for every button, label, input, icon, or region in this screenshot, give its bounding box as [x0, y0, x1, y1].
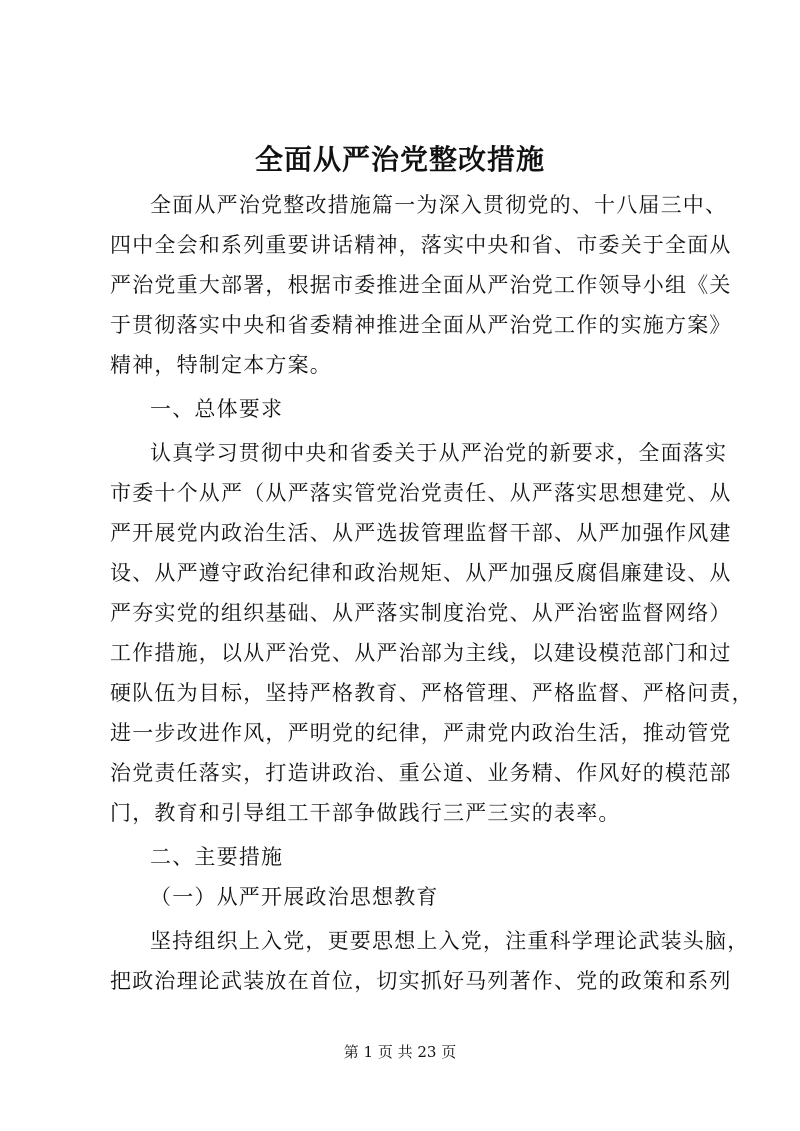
body-line: 硬队伍为目标，坚持严格教育、严格管理、严格监督、严格问责，: [110, 681, 754, 705]
body-line: 坚持组织上入党，更要思想上入党，注重科学理论武装头脑，: [150, 929, 750, 953]
body-line: 工作措施，以从严治党、从严治部为主线，以建设模范部门和过: [110, 641, 732, 665]
body-line: 治党责任落实，打造讲政治、重公道、业务精、作风好的模范部: [110, 761, 732, 785]
body-line: 把政治理论武装放在首位，切实抓好马列著作、党的政策和系列: [110, 969, 732, 993]
body-line: 设、从严遵守政治纪律和政治规矩、从严加强反腐倡廉建设、从: [110, 561, 732, 585]
body-line: 于贯彻落实中央和省委精神推进全面从严治党工作的实施方案》: [110, 313, 732, 337]
body-line: 严治党重大部署，根据市委推进全面从严治党工作领导小组《关: [110, 273, 732, 297]
body-line: 全面从严治党整改措施篇一为深入贯彻党的、十八届三中、: [150, 193, 728, 217]
body-line: 严开展党内政治生活、从严选拔管理监督干部、从严加强作风建: [110, 521, 732, 545]
section-heading: 二、主要措施: [150, 845, 284, 869]
subsection-heading: （一）从严开展政治思想教育: [150, 885, 439, 909]
body-line: 认真学习贯彻中央和省委关于从严治党的新要求，全面落实: [150, 441, 728, 465]
body-line: 进一步改进作风，严明党的纪律，严肃党内政治生活，推动管党: [110, 721, 732, 745]
body-line: 四中全会和系列重要讲话精神，落实中央和省、市委关于全面从: [110, 233, 732, 257]
body-line: 市委十个从严（从严落实管党治党责任、从严落实思想建党、从: [110, 481, 732, 505]
document-title: 全面从严治党整改措施: [254, 143, 545, 176]
body-line: 严夯实党的组织基础、从严落实制度治党、从严治密监督网络）: [110, 601, 732, 625]
body-line: 精神，特制定本方案。: [110, 353, 332, 377]
body-line: 门，教育和引导组工干部争做践行三严三实的表率。: [110, 801, 621, 825]
page-number: 第 1 页 共 23 页: [343, 1043, 457, 1061]
section-heading: 一、总体要求: [150, 397, 284, 421]
